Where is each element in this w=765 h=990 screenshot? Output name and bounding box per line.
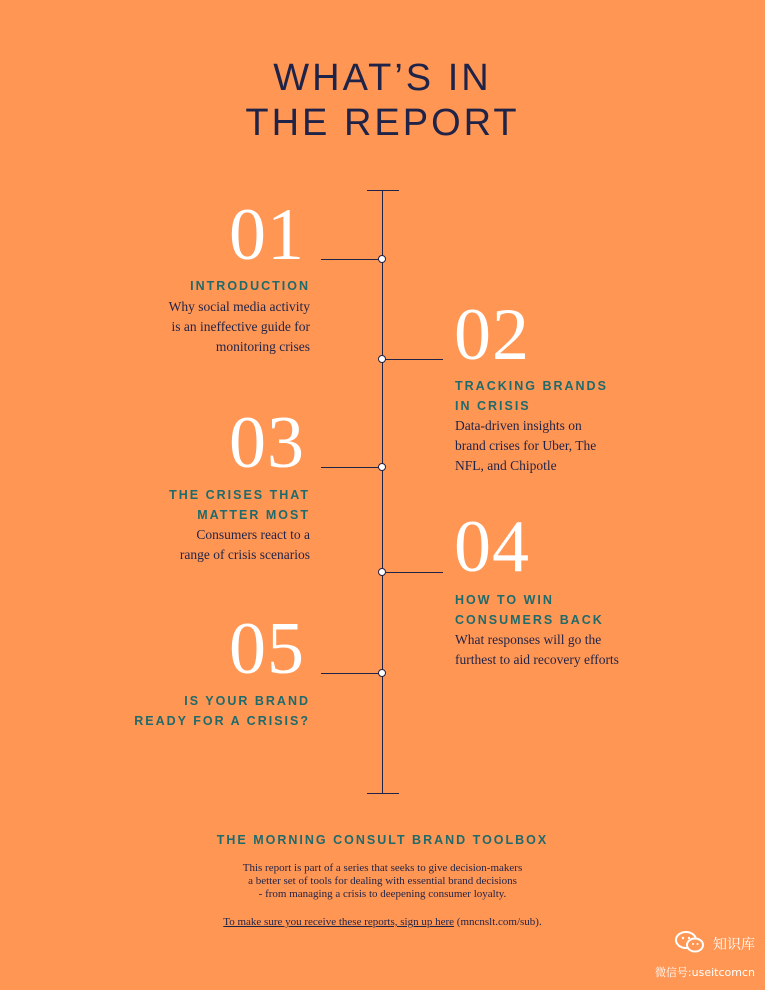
timeline-dot-01	[378, 255, 386, 263]
section-number-02: 02	[454, 294, 530, 376]
section-desc-03: Consumers react to a range of crisis scenarios	[179, 527, 310, 562]
footer-description: This report is part of a series that seeks to give decision-makers a better set of tools for dealing with essential brand decisions - from managing a crisis to deepening consumer loyalty.	[242, 862, 523, 900]
timeline-line	[382, 190, 383, 794]
section-number-01: 01	[229, 194, 305, 276]
timeline-dot-03	[378, 463, 386, 471]
section-desc-01: Why social media activity is an ineffective guide for monitoring crises	[168, 299, 310, 354]
section-heading-05: IS YOUR BRAND READY FOR A CRISIS?	[134, 694, 310, 728]
section-number-03: 03	[229, 402, 305, 484]
title-line-2: THE REPORT	[245, 102, 520, 144]
watermark	[655, 930, 755, 980]
wechat-icon	[675, 930, 705, 958]
timeline-dot-05	[378, 669, 386, 677]
section-number-05: 05	[229, 608, 305, 690]
footer-signup	[0, 916, 765, 928]
page-title	[0, 56, 765, 146]
timeline-dot-02	[378, 355, 386, 363]
signup-link[interactable]: To make sure you receive these reports, sign up here	[223, 916, 455, 928]
connector-04	[383, 572, 443, 573]
section-heading-01: INTRODUCTION	[190, 279, 310, 293]
timeline-cap-top	[367, 190, 399, 191]
watermark-name: 知识库	[713, 937, 755, 953]
section-heading-02: TRACKING BRANDS IN CRISIS	[455, 379, 608, 413]
section-heading-03: THE CRISES THAT MATTER MOST	[169, 488, 310, 522]
timeline-dot-04	[378, 568, 386, 576]
connector-01	[321, 259, 382, 260]
watermark-id: 微信号:useitcomcn	[654, 966, 755, 979]
timeline-cap-bottom	[367, 793, 399, 794]
connector-02	[383, 359, 443, 360]
section-number-04: 04	[454, 506, 530, 588]
section-desc-04: What responses will go the furthest to aid recovery efforts	[455, 632, 619, 667]
footer-heading: THE MORNING CONSULT BRAND TOOLBOX	[216, 833, 549, 847]
signup-url: (mncnslt.com/sub).	[454, 916, 542, 928]
section-desc-02: Data-driven insights on brand crises for Uber, The NFL, and Chipotle	[455, 418, 597, 473]
title-line-1: WHAT’S IN	[273, 57, 492, 99]
connector-05	[321, 673, 382, 674]
connector-03	[321, 467, 382, 468]
section-heading-04: HOW TO WIN CONSUMERS BACK	[455, 593, 604, 627]
